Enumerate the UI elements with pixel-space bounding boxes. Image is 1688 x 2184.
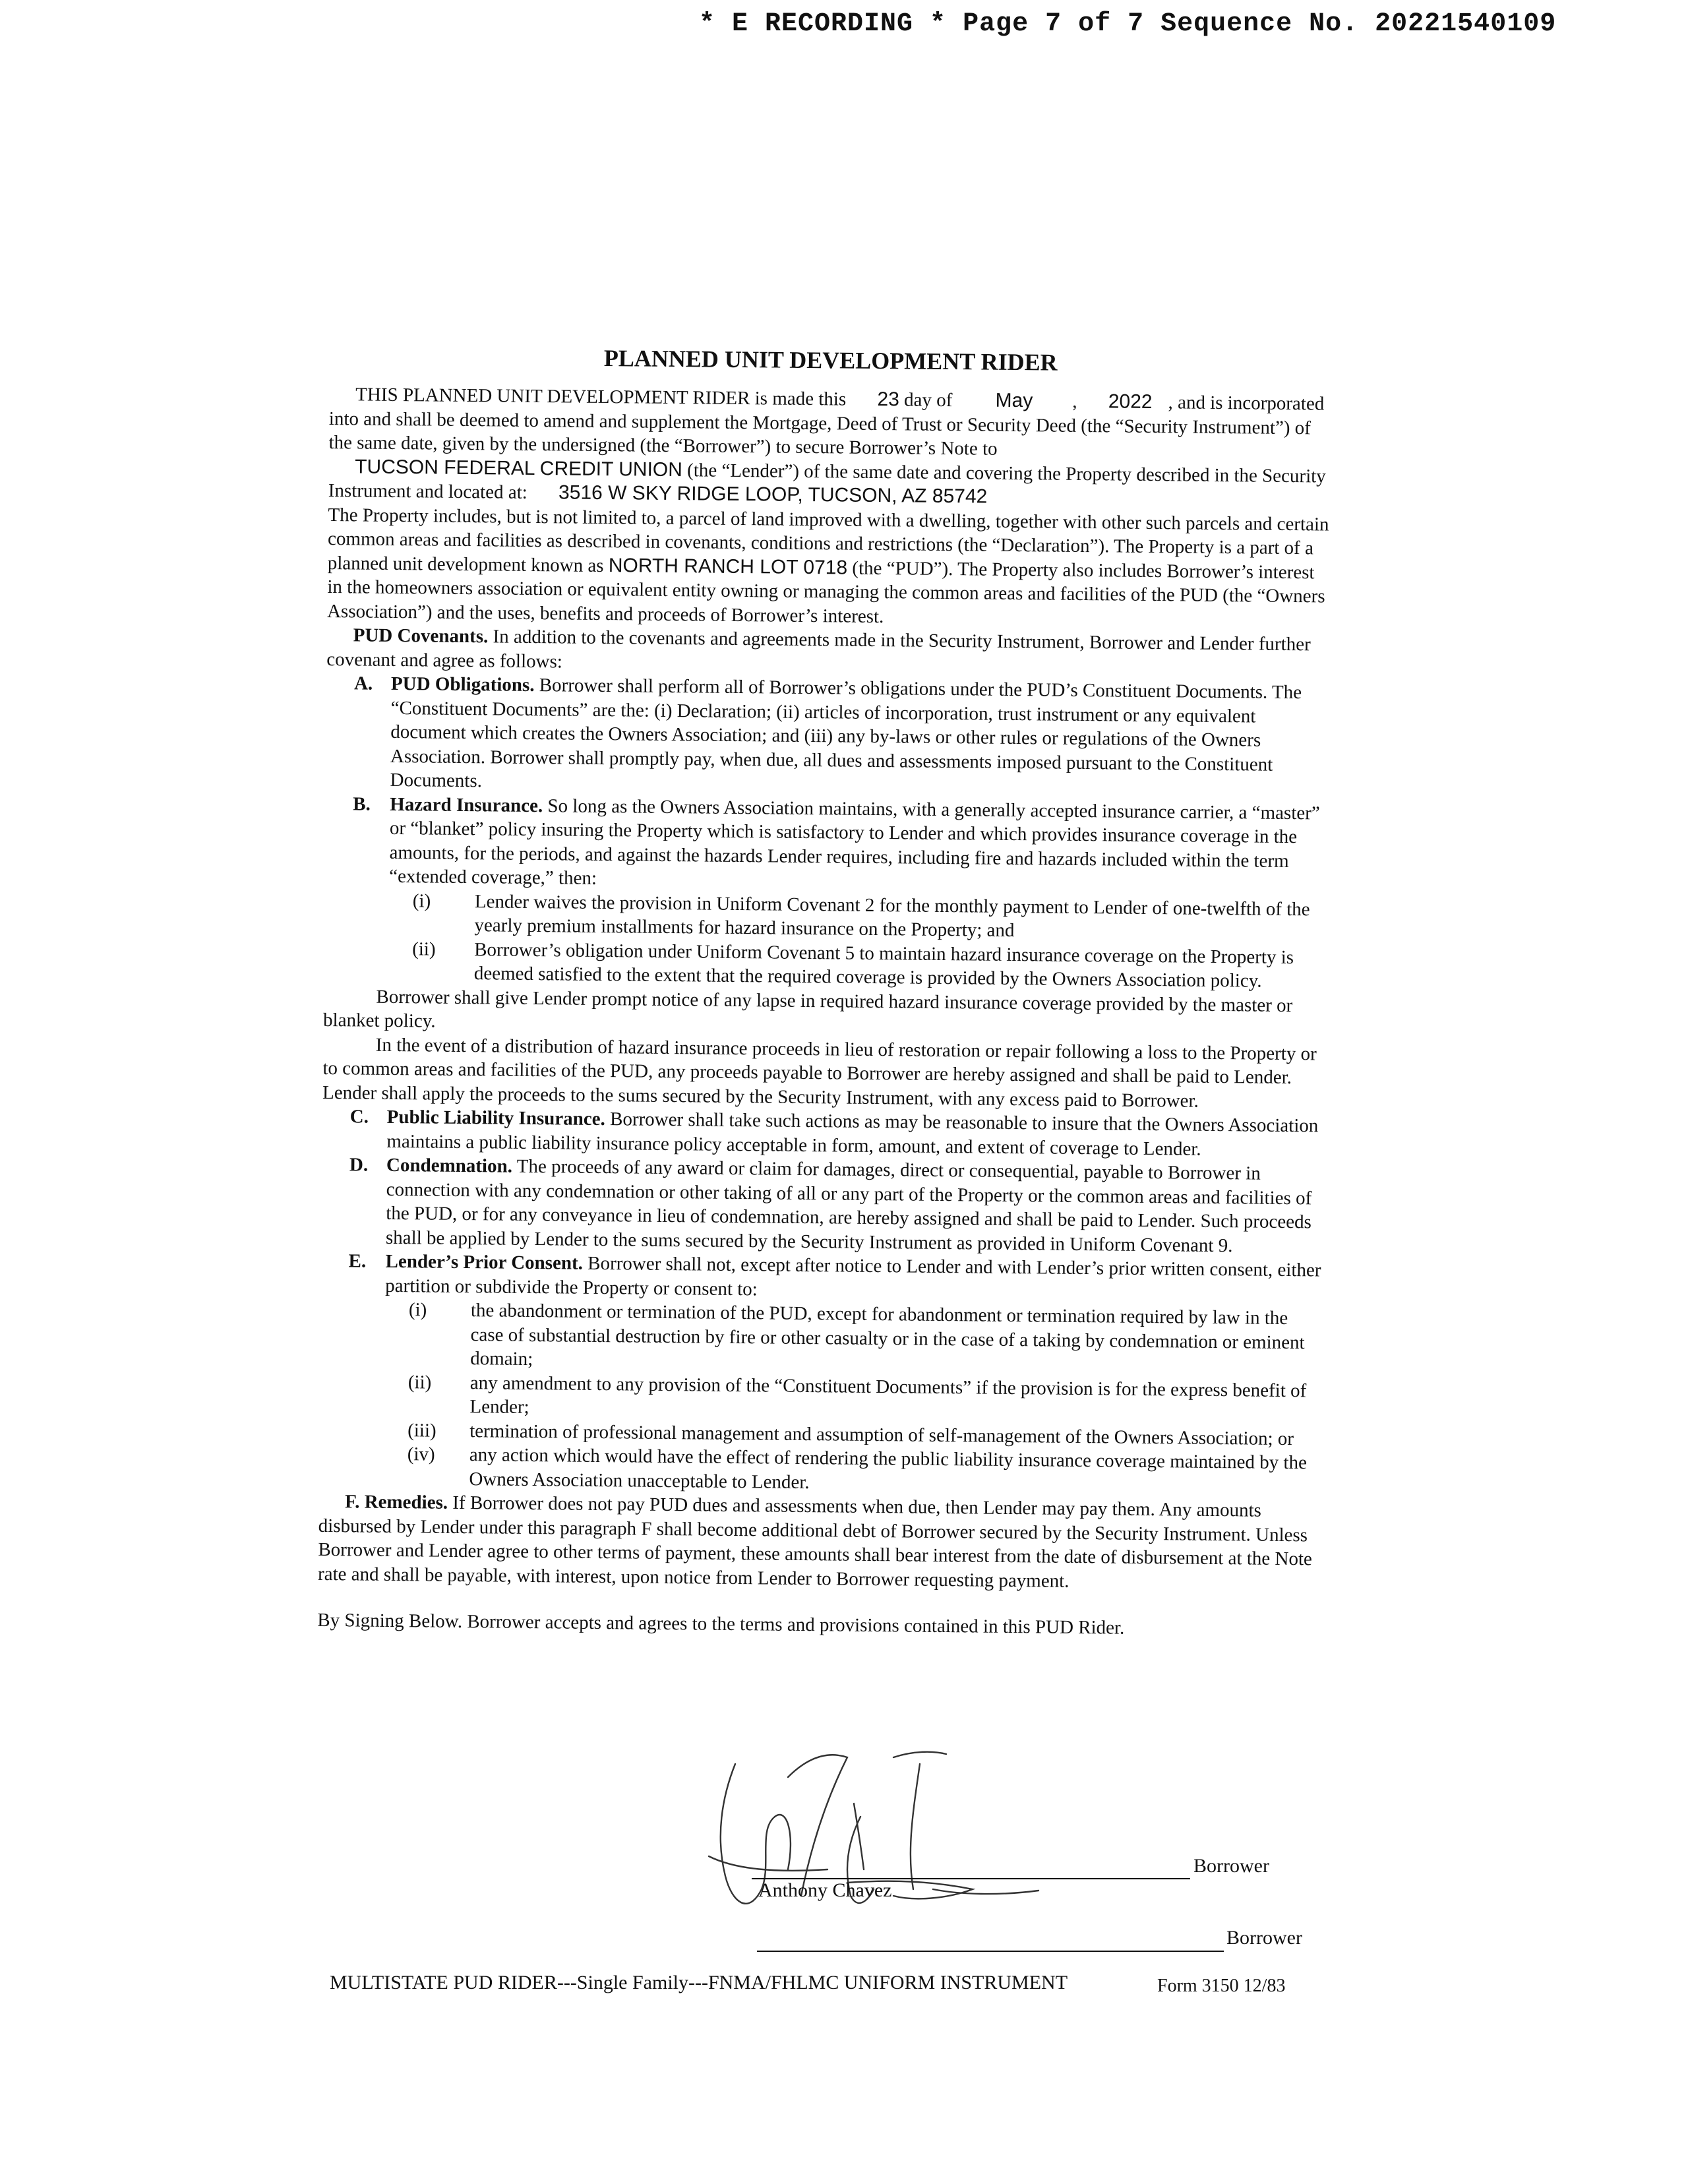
intro-rest-2: (the “Lender”) of the same date and covering the Property described in the Security Instrument and located at: (328, 459, 1326, 503)
form-footer (330, 1972, 1319, 1994)
section-b-label: B. (353, 793, 371, 815)
property-address-field: 3516 W SKY RIDGE LOOP, TUCSON, AZ 85742 (558, 481, 988, 508)
document-title: PLANNED UNIT DEVELOPMENT RIDER (603, 344, 1058, 376)
borrower-1-name: Anthony Chavez (758, 1879, 892, 1901)
day-field: 23 (877, 388, 900, 411)
section-e-item-text: any amendment to any provision of the “Constituent Documents” if the provision is for the express benefit of Lender; (469, 1372, 1307, 1418)
section-e-item-text: the abandonment or termination of the PUD, except for abandonment or termination required by law in the case of substantial destruction by fire or other casualty or in the case of a taking by condemnation or eminent domain; (470, 1300, 1305, 1370)
section-e-heading: Lender’s Prior Consent. (385, 1250, 584, 1274)
borrower-2-role-label: Borrower (1226, 1927, 1302, 1949)
section-e-item-number: (iii) (407, 1419, 437, 1441)
form-title: MULTISTATE PUD RIDER---Single Family---FNMA/FHLMC UNIFORM INSTRUMENT (330, 1972, 1068, 1993)
section-d (321, 1153, 1324, 1259)
section-e-item (384, 1370, 1322, 1427)
section-d-label: D. (349, 1154, 369, 1176)
property-text-1: The Property includes, but is not limited to, a parcel of land improved with a dwelling, together with other such parcels and certain common areas and facilities as described in covenants, conditions and restrictions (the “Declaration”). The Property is a part of a planned unit development known as (327, 504, 1329, 576)
section-e-item (383, 1442, 1321, 1500)
month-field: May (995, 389, 1033, 412)
section-e-label: E. (348, 1250, 367, 1272)
section-b-item (388, 888, 1327, 946)
section-b (324, 791, 1327, 897)
section-f-text: If Borrower does not pay PUD dues and assessments when due, then Lender may pay them. Any amounts disbursed by Lender under this paragraph F shall become additional debt of Borrower secured by the Security Instrument. Unless Borrower and Lender agree to other terms of payment, these amounts shall bear interest from the date of disbursement at the Note rate and shall be payable, with interest, upon notice from Lender to Borrower requesting payment. (317, 1492, 1312, 1592)
section-e-item-number: (iv) (407, 1443, 435, 1465)
section-c-heading: Public Liability Insurance. (386, 1106, 605, 1130)
section-b-notice: Borrower shall give Lender prompt notice of any lapse in required hazard insurance coverage provided by the master or blanket policy. (322, 986, 1293, 1032)
section-b-item-number: (i) (412, 890, 431, 912)
section-b-item-number: (ii) (412, 938, 436, 960)
section-e-item (384, 1298, 1323, 1379)
lender-name-field: TUCSON FEDERAL CREDIT UNION (355, 455, 683, 481)
section-c-text: Borrower shall take such actions as may be reasonable to insure that the Owners Association maintains a public liability insurance policy acceptable in form, amount, and extent of coverage to Lender. (386, 1108, 1319, 1160)
comma: , (1072, 390, 1077, 412)
section-a (325, 671, 1329, 801)
section-a-heading: PUD Obligations. (390, 673, 535, 696)
section-b-text: So long as the Owners Association maintains, with a generally accepted insurance carrier, a “master” or “blanket” policy insuring the Property which is satisfactory to Lender and which provides insurance coverage in the amounts, for the periods, and against the hazards Lender requires, including fire and hazards included within the term “extended coverage,” then: (389, 795, 1320, 889)
section-c-label: C. (349, 1106, 369, 1128)
form-number: Form 3150 12/83 (1157, 1976, 1286, 1996)
intro-lead: THIS PLANNED UNIT DEVELOPMENT RIDER is made this (355, 384, 847, 410)
covenants-text: In addition to the covenants and agreements made in the Security Instrument, Borrower and Lender further covenant and agree as follows: (326, 626, 1311, 672)
signing-statement: By Signing Below. Borrower accepts and agrees to the terms and provisions contained in this PUD Rider. (317, 1609, 1125, 1639)
year-field: 2022 (1108, 390, 1153, 413)
section-b-item (388, 936, 1327, 994)
pud-name-field: NORTH RANCH LOT 0718 (608, 554, 848, 579)
section-b-distribution: In the event of a distribution of hazard insurance proceeds in lieu of restoration or repair following a loss to the Property or to common areas and facilities of the PUD, any proceeds payable to Borrower are hereby assigned and shall be paid to Lender. Lender shall apply the proceeds to the sums secured by the Security Instrument, with any excess paid to Borrower. (322, 1034, 1317, 1112)
covenants-heading: PUD Covenants. (353, 624, 489, 648)
day-of-label: day of (903, 389, 953, 411)
section-d-text: The proceeds of any award or claim for damages, direct or consequential, payable to Borrower in connection with any condemnation or other taking of all or any part of the Property or the common areas and facilities of the PUD, or for any conveyance in lieu of condemnation, are hereby assigned and shall be paid to Lender. Such proceeds shall be applied by Lender to the sums secured by the Security Instrument as provided in Uniform Covenant 9. (385, 1155, 1312, 1256)
section-f (318, 1490, 1321, 1596)
section-e-text: Borrower shall not, except after notice to Lender and with Lender’s prior written consent, either partition or subdivide the Property or consent to: (385, 1252, 1321, 1300)
section-f-heading: Remedies. (364, 1491, 448, 1513)
property-text-2: (the “PUD”). The Property also includes Borrower’s interest in the homeowners association or equivalent entity owning or managing the common areas and facilities of the PUD (the “Owners Association”) and the uses, benefits and proceeds of Borrower’s interest. (326, 557, 1325, 627)
section-b-item-text: Lender waives the provision in Uniform Covenant 2 for the monthly payment to Lender of one-twelfth of the yearly premium installments for hazard insurance on the Property; and (474, 890, 1310, 942)
section-a-label: A. (353, 673, 373, 694)
rider-body (317, 342, 1332, 1642)
section-e-item-text: any action which would have the effect of rendering the public liability insurance coverage maintained by the Owners Association unacceptable to Lender. (469, 1444, 1308, 1493)
section-e-item-number: (i) (408, 1299, 427, 1321)
intro-rest-1: , and is incorporated into and shall be deemed to amend and supplement the Mortgage, Deed of Trust or Security Deed (the “Security Instrument”) of the same date, given by the undersigned (the “Borrower”) to secure Borrower’s Note to (328, 392, 1325, 460)
section-e-item-number: (ii) (407, 1371, 432, 1393)
section-d-heading: Condemnation. (386, 1154, 513, 1177)
section-b-item-text: Borrower’s obligation under Uniform Covenant 5 to maintain hazard insurance coverage on the Property is deemed satisfied to the extent that the required coverage is provided by the Owners Association policy. (473, 938, 1294, 992)
property-paragraph (327, 502, 1331, 632)
borrower-signature (696, 1738, 1065, 1935)
borrower-1-role-label: Borrower (1193, 1855, 1269, 1877)
borrower-2-signature-line (757, 1951, 1224, 1952)
section-a-text: Borrower shall perform all of Borrower’s obligations under the PUD’s Constituent Documents. The “Constituent Documents” are the: (i) Declaration; (ii) articles of incorporation, trust instrument or any equivalent document which creates the Owners Association; and (iii) any by-laws or other rules or regulations of the Owners Association. Borrower shall promptly pay, when due, all dues and assessments imposed pursuant to the Constituent Documents. (390, 675, 1302, 792)
intro-paragraph (328, 382, 1332, 512)
recording-stamp: * E RECORDING * Page 7 of 7 Sequence No. 20221540109 (699, 9, 1557, 39)
section-f-label: F. (344, 1491, 360, 1513)
section-e-item-text: termination of professional management and assumption of self-management of the Owners Association; or (469, 1420, 1294, 1449)
section-b-heading: Hazard Insurance. (390, 793, 543, 816)
